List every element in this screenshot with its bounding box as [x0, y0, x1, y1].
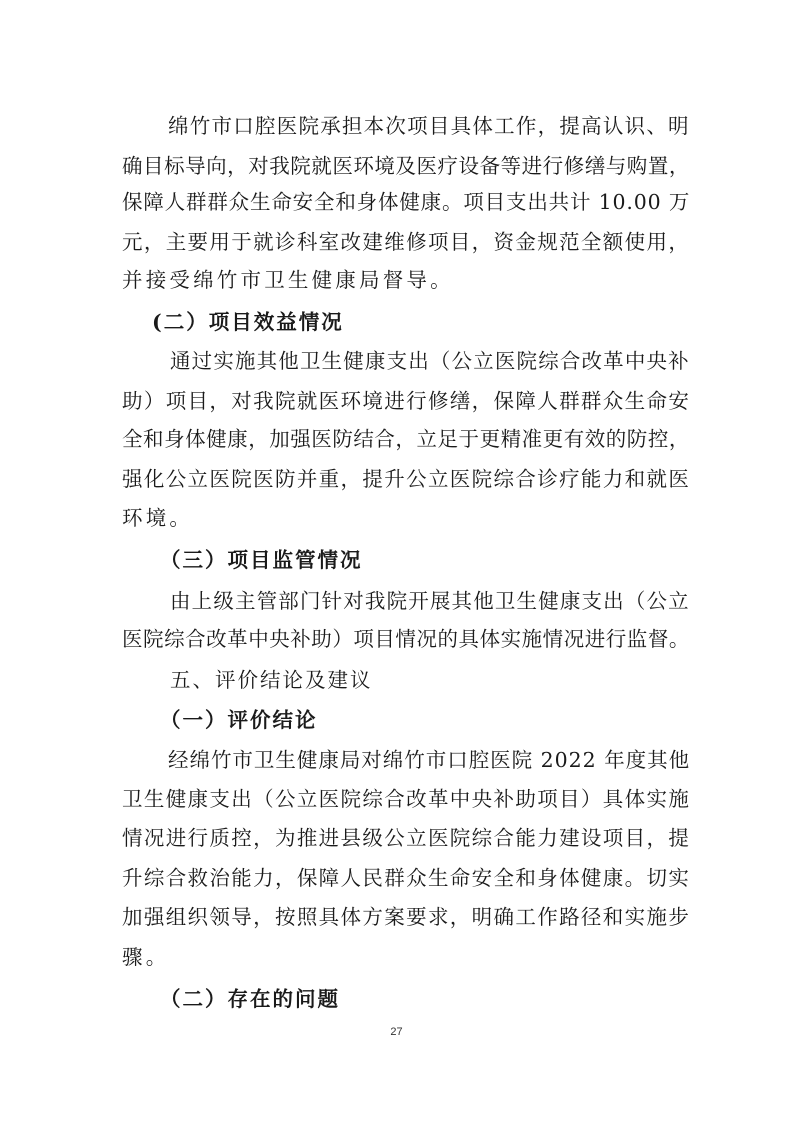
paragraph-line: 环境。	[122, 506, 194, 530]
section-heading: （三）项目监管情况	[160, 548, 363, 572]
paragraph-line: 升综合救治能力，保障人民群众生命安全和身体健康。切实	[122, 866, 691, 890]
section-heading: （二）存在的问题	[160, 987, 340, 1011]
section-heading: （一）评价结论	[160, 708, 318, 732]
paragraph-line: 经绵竹市卫生健康局对绵竹市口腔医院 2022 年度其他	[168, 748, 691, 772]
paragraph-line: 确目标导向，对我院就医环境及医疗设备等进行修缮与购置，	[122, 154, 690, 178]
page-number: 27	[390, 1026, 403, 1038]
paragraph-line: 全和身体健康，加强医防结合，立足于更精准更有效的防控，	[122, 427, 690, 451]
paragraph-line: 加强组织领导，按照具体方案要求，明确工作路径和实施步	[122, 905, 691, 929]
paragraph-line: 保障人群群众生命安全和身体健康。项目支出共计 10.00 万	[122, 190, 691, 214]
section-heading: (二）项目效益情况	[152, 310, 344, 334]
paragraph-line: 医院综合改革中央补助）项目情况的具体实施情况进行监督。	[122, 627, 690, 651]
paragraph-line: 由上级主管部门针对我院开展其他卫生健康支出（公立	[170, 589, 690, 613]
chapter-heading: 五、评价结论及建议	[170, 668, 373, 692]
paragraph-line: 助）项目，对我院就医环境进行修缮，保障人群群众生命安	[122, 389, 691, 413]
paragraph-line: 并接受绵竹市卫生健康局督导。	[122, 268, 454, 292]
paragraph-line: 绵竹市口腔医院承担本次项目具体工作，提高认识、明	[168, 114, 690, 138]
paragraph-line: 元，主要用于就诊科室改建维修项目，资金规范全额使用，	[122, 230, 691, 254]
paragraph-line: 情况进行质控，为推进县级公立医院综合能力建设项目，提	[122, 826, 691, 850]
paragraph-line: 卫生健康支出（公立医院综合改革中央补助项目）具体实施	[122, 787, 691, 811]
paragraph-line: 通过实施其他卫生健康支出（公立医院综合改革中央补	[170, 349, 690, 373]
paragraph-line: 骤。	[122, 945, 170, 969]
paragraph-line: 强化公立医院医防并重，提升公立医院综合诊疗能力和就医	[122, 467, 691, 491]
